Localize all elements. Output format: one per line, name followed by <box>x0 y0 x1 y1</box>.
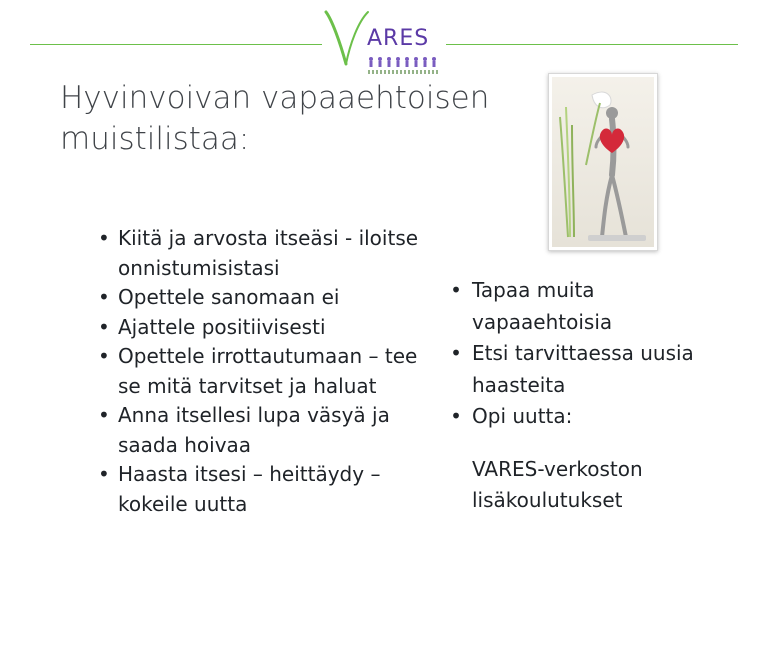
bullet: • <box>98 462 110 486</box>
header-rule-right <box>446 44 738 45</box>
bullet: • <box>98 403 110 427</box>
logo-tagline <box>368 70 438 74</box>
title-line-2: muistilistaa: <box>60 121 250 157</box>
list-item: • Tapaa muita vapaaehtoisia <box>440 275 740 338</box>
list-item: • Etsi tarvittaessa uusia haasteita <box>440 338 740 401</box>
logo-text: ARES <box>367 26 430 51</box>
v-logo-icon <box>324 8 370 70</box>
right-checklist <box>440 275 740 517</box>
bullet: • <box>98 285 110 309</box>
bullet: • <box>98 226 110 250</box>
left-checklist <box>98 224 438 519</box>
list-item: • Anna itsellesi lupa väsyä ja saada hoivaa <box>98 403 390 457</box>
list-item: • Kiitä ja arvosta itseäsi - iloitse onnistumisistasi <box>98 226 419 280</box>
list-item: • Opi uutta: <box>440 401 740 433</box>
bullet: • <box>450 278 462 302</box>
vares-logo <box>324 8 444 76</box>
people-row-icon <box>368 56 438 68</box>
list-item: • Opettele sanomaan ei <box>98 283 438 313</box>
list-note: VARES-verkoston lisäkoulutukset <box>472 456 643 512</box>
list-item: • Opettele irrottautumaan – tee se mitä tarvitset ja haluat <box>98 344 418 398</box>
list-item: • Ajattele positiivisesti <box>98 313 438 343</box>
bullet: • <box>98 344 110 368</box>
list-item: • Haasta itsesi – heittäydy – kokeile uutta <box>98 462 381 516</box>
page-title <box>60 78 530 160</box>
header-rule-left <box>30 44 322 45</box>
sculpture-image <box>552 77 654 247</box>
sculpture-photo <box>548 73 658 251</box>
title-line-1: Hyvinvoivan vapaaehtoisen <box>60 80 490 116</box>
bullet: • <box>98 314 110 339</box>
bullet: • <box>450 404 462 428</box>
bullet: • <box>450 341 462 365</box>
